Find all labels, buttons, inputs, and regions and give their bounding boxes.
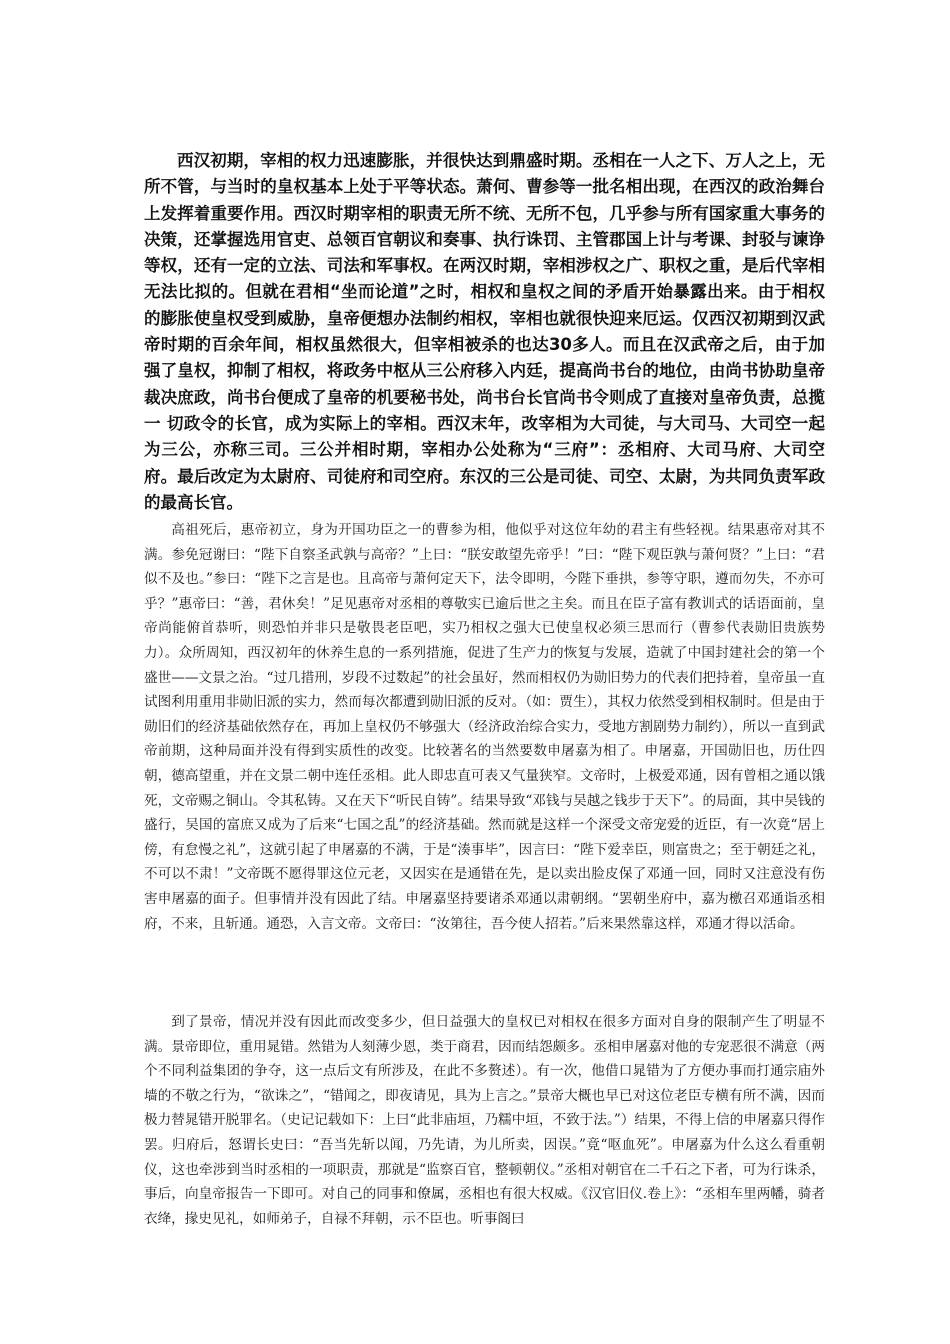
paragraph-jingdi-chaocuo: 到了景帝，情况并没有因此而改变多少，但日益强大的皇权已对相权在很多方面对自身的限制产生了明显不满。景帝即位，重用晁错。然错为人刻薄少恩，类于商君，因而结怨颇多。丞相申屠嘉对他的专宠恶很不满意（两个不同利益集团的争夺，这一点后文有所涉及，在此不多赘述）。有一次，他借口晁错为了方便办事而打通宗庙外墙的不敬之行为，“欲诛之”，“错闻之，即夜请见，具为上言之。”景帝大概也早已对这位老臣专横有所不满，因而极力替晁错开脱罪名。（史记记载如下：上曰“此非庙垣，乃糯中垣，不致于法。”）结果，不得上信的申屠嘉只得作罢。归府后，怒谓长史曰：“吾当先斩以闻，乃先请，为儿所卖，因误。”竟“呕血死”。申屠嘉为什么这么看重朝仪，这也牵涉到当时丞相的一项职责，那就是“监察百官，整顿朝仪。”丞相对朝官在二千石之下者，可为行诛杀，事后，向皇帝报告一下即可。对自己的同事和僚属，丞相也有很大权威。《汉官旧仪.卷上》：“丞相车里两幡，骑者衣绛，掾史见礼，如师弟子，自禄不拜朝，示不臣也。听事阁曰: [144, 1014, 825, 1227]
paragraph-bold-summary: 西汉初期，宰相的权力迅速膨胀，并很快达到鼎盛时期。丞相在一人之下、万人之上，无所不管，与当时的皇权基本上处于平等状态。萧何、曹参等一批名相出现，在西汉的政治舞台上发挥着重要作用。西汉时期宰相的职责无所不统、无所不包，几乎参与所有国家重大事务的决策，还掌握选用官吏、总领百官朝议和奏事、执行诛罚、主管郡国上计与考课、封驳与谏诤等权，还有一定的立法、司法和军事权。在两汉时期，宰相涉权之广、职权之重，是后代宰相无法比拟的。但就在君相“坐而论道”之时，相权和皇权之间的矛盾开始暴露出来。由于相权的膨胀使皇权受到威胁，皇帝便想办法制约相权，宰相也就很快迎来厄运。仅西汉初期到汉武帝时期的百余年间，相权虽然很大，但宰相被杀的也达30多人。而且在汉武帝之后，由于加强了皇权，抑制了相权，将政务中枢从三公府移入内廷，提高尚书台的地位，由尚书协助皇帝裁决庶政，尚书台便成了皇帝的机要秘书处，尚书台长官尚书令则成了直接对皇帝负责，总揽一 切政令的长官，成为实际上的宰相。西汉末年，改宰相为大司徒，与大司马、大司空一起为三公，亦称三司。三公并相时期，宰相办公处称为“三府”：丞相府、大司马府、大司空府。最后改定为太尉府、司徒府和司空府。东汉的三公是司徒、司空、太尉，为共同负责军政的最高长官。: [144, 151, 825, 512]
paragraph-huidi-caocan: 高祖死后，惠帝初立，身为开国功臣之一的曹参为相，他似乎对这位年幼的君主有些轻视。结果惠帝对其不满。参免冠谢曰：“陛下自察圣武孰与高帝？”上曰：“朕安敢望先帝乎！”曰：“陛下观臣孰与萧何贤？”上曰：“君似不及也。”参曰：“陛下之言是也。且高帝与萧何定天下，法令即明，今陛下垂拱，参等守职，遵而勿失，不亦可乎？”惠帝曰：“善，君休矣！”足见惠帝对丞相的尊敬实已逾后世之主矣。而且在臣子富有教训式的话语面前，皇帝尚能俯首恭听，则恐怕并非只是敬畏老臣吧，实乃相权之强大已使皇权必须三思而行（曹参代表勋旧贵族势力）。众所周知，西汉初年的休养生息的一系列措施，促进了生产力的恢复与发展，造就了中国封建社会的第一个盛世——文景之治。“过几措刑，岁段不过数起”的社会虽好，然而相权仍为勋旧势力的代表们把持着，皇帝虽一直试图利用重用非勋旧派的实力，然而每次都遭到勋旧派的反对。（如：贾生），其权力依然受到相权制时。但是由于勋旧们的经济基础依然存在，再加上皇权仍不够强大（经济政治综合实力，受地方割剧势力制约），所以一直到武帝前期，这种局面并没有得到实质性的改变。比较著名的当然要数申屠嘉为相了。申屠嘉，开国勋旧也，历仕四朝，德高望重，并在文景二朝中连任丞相。此人即忠直可表又气量狭窄。文帝时，上极爱邓通，因有曾相之通以饿死，文帝赐之铜山。令其私铸。又在天下“听民自铸”。结果导致“邓钱与吴越之钱步于天下”。的局面，其中吴钱的盛行，吴国的富庶又成为了后来“七国之乱”的经济基础。然而就是这样一个深受文帝宠爱的近臣，有一次竟“居上傍，有怠慢之礼”，这就引起了申屠嘉的不满，于是“湊事毕”，因言曰：“陛下爱幸臣，则富贵之；至于朝廷之礼，不可以不肃！”文帝既不愿得罪这位元老，又因实在是通错在先，是以卖出脸皮保了邓通一回，同时又注意没有伤害申屠嘉的面子。但事情并没有因此了结。申屠嘉坚持要诸杀邓通以肃朝纲。“罢朝坐府中，嘉为檄召邓通诣丞相府，不来，且斩通。通恐，入言文帝。文帝曰：“汝第往，吾今使人招若。”后来果然靠这样，邓通才得以活命。: [144, 522, 825, 932]
